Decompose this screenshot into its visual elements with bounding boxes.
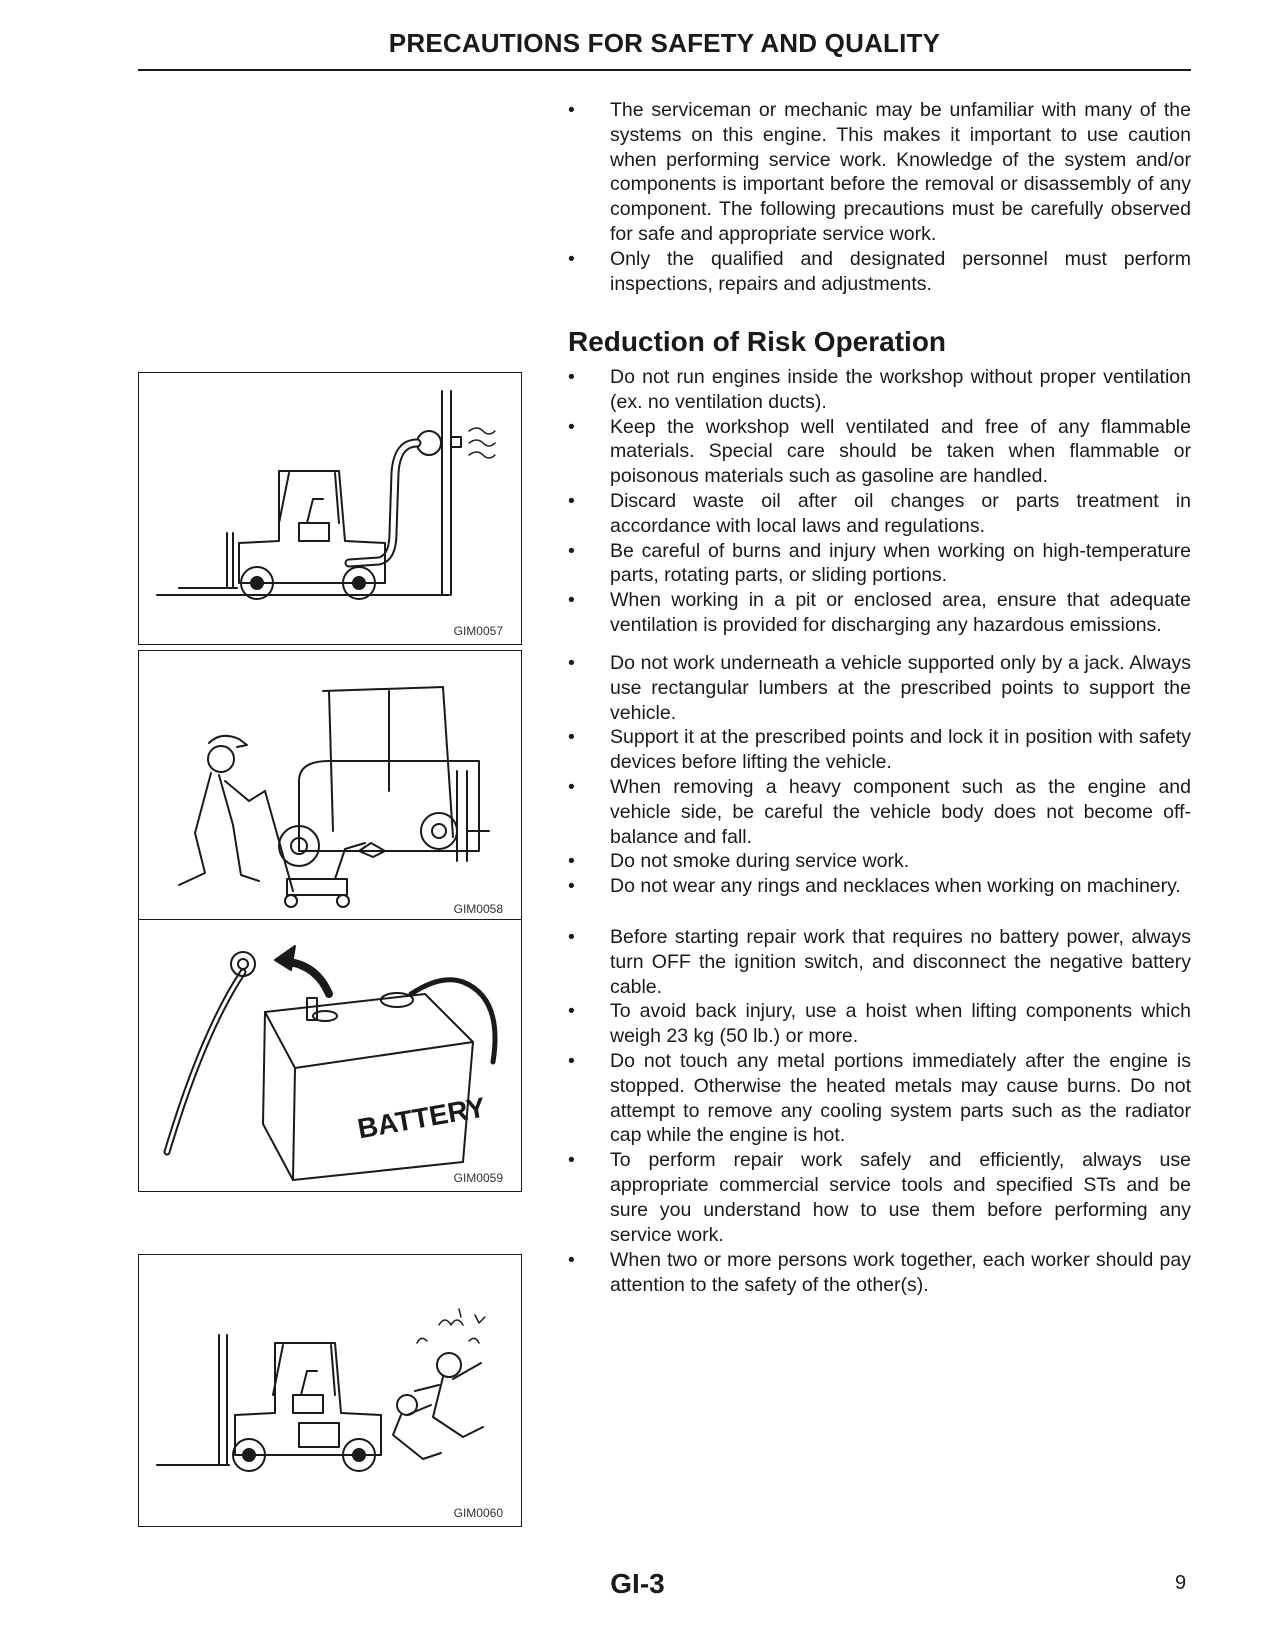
figure-jack-support — [138, 650, 522, 923]
list-item: • To perform repair work safely and efficiently, always use appropriate commercial service tools and specified STs and be sure you understand how to use them before performing any service work. — [568, 1148, 1191, 1247]
bullet-group-ventilation — [568, 365, 1191, 638]
list-item: • Do not touch any metal portions immediately after the engine is stopped. Otherwise the heated metals may cause burns. Do not attempt to remove any cooling system parts such as the radiator cap while the engine is hot. — [568, 1049, 1191, 1148]
figure-code: GIM0060 — [453, 1506, 503, 1520]
list-item: • Be careful of burns and injury when working on high-temperature parts, rotating parts, or sliding portions. — [568, 539, 1191, 589]
list-item: • The serviceman or mechanic may be unfamiliar with many of the systems on this engine. This makes it important to use caution when performing service work. Knowledge of the system and/or components is important before the removal or disassembly of any component. The following precautions must be carefully observed for safe and appropriate service work. — [568, 98, 1191, 247]
list-item: • Before starting repair work that requires no battery power, always turn OFF the ignition switch, and disconnect the negative battery cable. — [568, 925, 1191, 999]
list-item: • To avoid back injury, use a hoist when lifting components which weigh 23 kg (50 lb.) or more. — [568, 999, 1191, 1049]
list-item: • Do not smoke during service work. — [568, 849, 1191, 874]
figure-exhaust-ventilation — [138, 372, 522, 645]
page-number: 9 — [1175, 1572, 1187, 1594]
list-item: • Discard waste oil after oil changes or parts treatment in accordance with local laws and regulations. — [568, 489, 1191, 539]
figure-code: GIM0058 — [453, 902, 503, 916]
bullet-group-teamwork — [568, 1248, 1191, 1298]
intro-text — [568, 98, 1191, 296]
bullet-group-lifting — [568, 651, 1191, 899]
figure-code: GIM0057 — [453, 624, 503, 638]
list-item: • Do not run engines inside the workshop without proper ventilation (ex. no ventilation ducts). — [568, 365, 1191, 415]
list-item: • Keep the workshop well ventilated and free of any flammable materials. Special care should be taken when flammable or poisonous materials such as gasoline are handled. — [568, 415, 1191, 489]
list-item: • Do not work underneath a vehicle supported only by a jack. Always use rectangular lumbers at the prescribed points to support the vehicle. — [568, 651, 1191, 725]
list-item: • When working in a pit or enclosed area, ensure that adequate ventilation is provided for discharging any hazardous emissions. — [568, 588, 1191, 638]
battery-illustration — [139, 920, 523, 1193]
list-item: • When two or more persons work together, each worker should pay attention to the safety of the other(s). — [568, 1248, 1191, 1298]
bullet-group-battery — [568, 925, 1191, 1247]
page-title: PRECAUTIONS FOR SAFETY AND QUALITY — [388, 28, 941, 58]
list-item: • Only the qualified and designated personnel must perform inspections, repairs and adjustments. — [568, 247, 1191, 297]
jack-worker-illustration — [139, 651, 523, 924]
forklift-exhaust-illustration — [139, 373, 523, 646]
figure-teamwork — [138, 1254, 522, 1527]
intro-list — [568, 98, 1191, 296]
section-heading: Reduction of Risk Operation — [568, 326, 947, 357]
section-code: GI-3 — [610, 1568, 665, 1599]
battery-label: BATTERY — [355, 1091, 488, 1145]
list-item: • Support it at the prescribed points and lock it in position with safety devices before lifting the vehicle. — [568, 725, 1191, 775]
list-item: • When removing a heavy component such as the engine and vehicle side, be careful the vehicle body does not become off-balance and fall. — [568, 775, 1191, 849]
list-item: • Do not wear any rings and necklaces when working on machinery. — [568, 874, 1191, 899]
figure-code: GIM0059 — [453, 1171, 503, 1185]
figure-battery-disconnect — [138, 919, 522, 1192]
forklift-workers-illustration — [139, 1255, 523, 1528]
title-divider — [138, 69, 1191, 71]
